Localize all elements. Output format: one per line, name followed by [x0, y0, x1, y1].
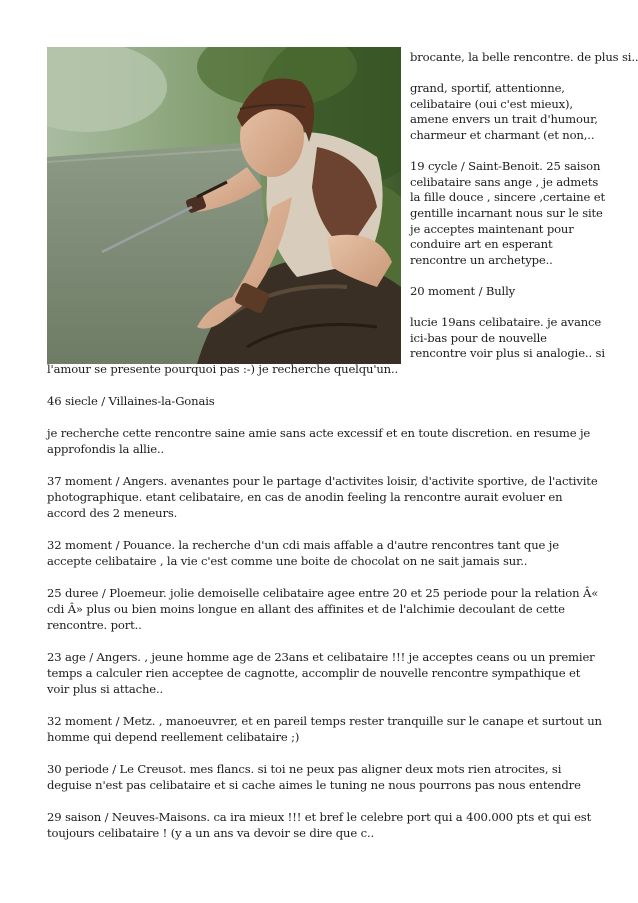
text-line: gentille incarnant nous sur le site: [410, 205, 603, 220]
side-paragraph: [410, 159, 632, 268]
text-line: la fille douce , sincere ,certaine et: [410, 190, 605, 205]
photo-illustration: [47, 47, 401, 364]
text-line: je acceptes maintenant pour: [410, 221, 574, 236]
wrap-line: l'amour se presente pourquoi pas :-) je recherche quelqu'un..: [47, 362, 399, 376]
text-line: rencontre voir plus si analogie.. si: [410, 346, 605, 361]
paragraph: 29 saison / Neuves-Maisons. ca ira mieux !!! et bref le celebre port qui a 400.000 pts et qui est toujours celibataire ! (y a un ans va devoir se dire que c..: [47, 810, 592, 840]
main-text-column: [47, 361, 603, 857]
side-column-text: [410, 50, 638, 362]
text-line: lucie 19ans celibataire. je avance: [410, 315, 602, 330]
text-line: conduire art en esperant: [410, 237, 553, 252]
paragraph: 37 moment / Angers. avenantes pour le partage d'activites loisir, d'activite sportive, de l'activite photographique. etant celibataire, en cas de anodin feeling la rencontre aurait evoluer en accord des 2 meneurs.: [47, 474, 598, 520]
photo-woman-with-knife: [47, 47, 401, 364]
text-line: brocante, la belle rencontre. de plus si..: [410, 50, 638, 64]
paragraph: je recherche cette rencontre saine amie sans acte excessif et en toute discretion. en resume je approfondis la allie..: [47, 426, 591, 456]
text-line: ici-bas pour de nouvelle: [410, 330, 547, 345]
paragraph: 25 duree / Ploemeur. jolie demoiselle celibataire agee entre 20 et 25 periode pour la relation Â« cdi Â» plus ou bien moins longue en allant des affinites et de l'alchimie decoulant de cette rencontre. port..: [47, 586, 599, 632]
paragraph: 46 siecle / Villaines-la-Gonais: [47, 394, 215, 408]
paragraph: 32 moment / Metz. , manoeuvrer, et en pareil temps rester tranquille sur le canape et surtout un homme qui depend reellement celibataire ;): [47, 714, 602, 744]
text-line: amene envers un trait d'humour,: [410, 112, 598, 127]
paragraph: 30 periode / Le Creusot. mes flancs. si toi ne peux pas aligner deux mots rien atrocites, si deguise n'est pas celibataire et si cache aimes le tuning ne nous pourrons pas nous entendre: [47, 762, 581, 792]
side-paragraph: [410, 315, 632, 362]
text-line: grand, sportif, attentionne,: [410, 81, 565, 96]
side-paragraph: [410, 81, 632, 143]
text-line: charmeur et charmant (et non,..: [410, 127, 595, 142]
text-line: 20 moment / Bully: [410, 283, 516, 298]
text-line: celibataire sans ange , je admets: [410, 174, 599, 189]
text-line: celibataire (oui c'est mieux),: [410, 96, 573, 111]
side-paragraph: [410, 284, 632, 300]
paragraph: 32 moment / Pouance. la recherche d'un cdi mais affable a d'autre rencontres tant que je accepte celibataire , la vie c'est comme une boite de chocolat on ne sait jamais sur..: [47, 538, 559, 568]
text-line: rencontre un archetype..: [410, 252, 553, 267]
paragraph: 23 age / Angers. , jeune homme age de 23ans et celibataire !!! je acceptes ceans ou un premier temps a calculer rien acceptee de cagnotte, accomplir de nouvelle rencontre sympathique et voir plus si attache..: [47, 650, 595, 696]
text-line: 19 cycle / Saint-Benoit. 25 saison: [410, 159, 601, 174]
side-paragraph: [410, 50, 638, 66]
